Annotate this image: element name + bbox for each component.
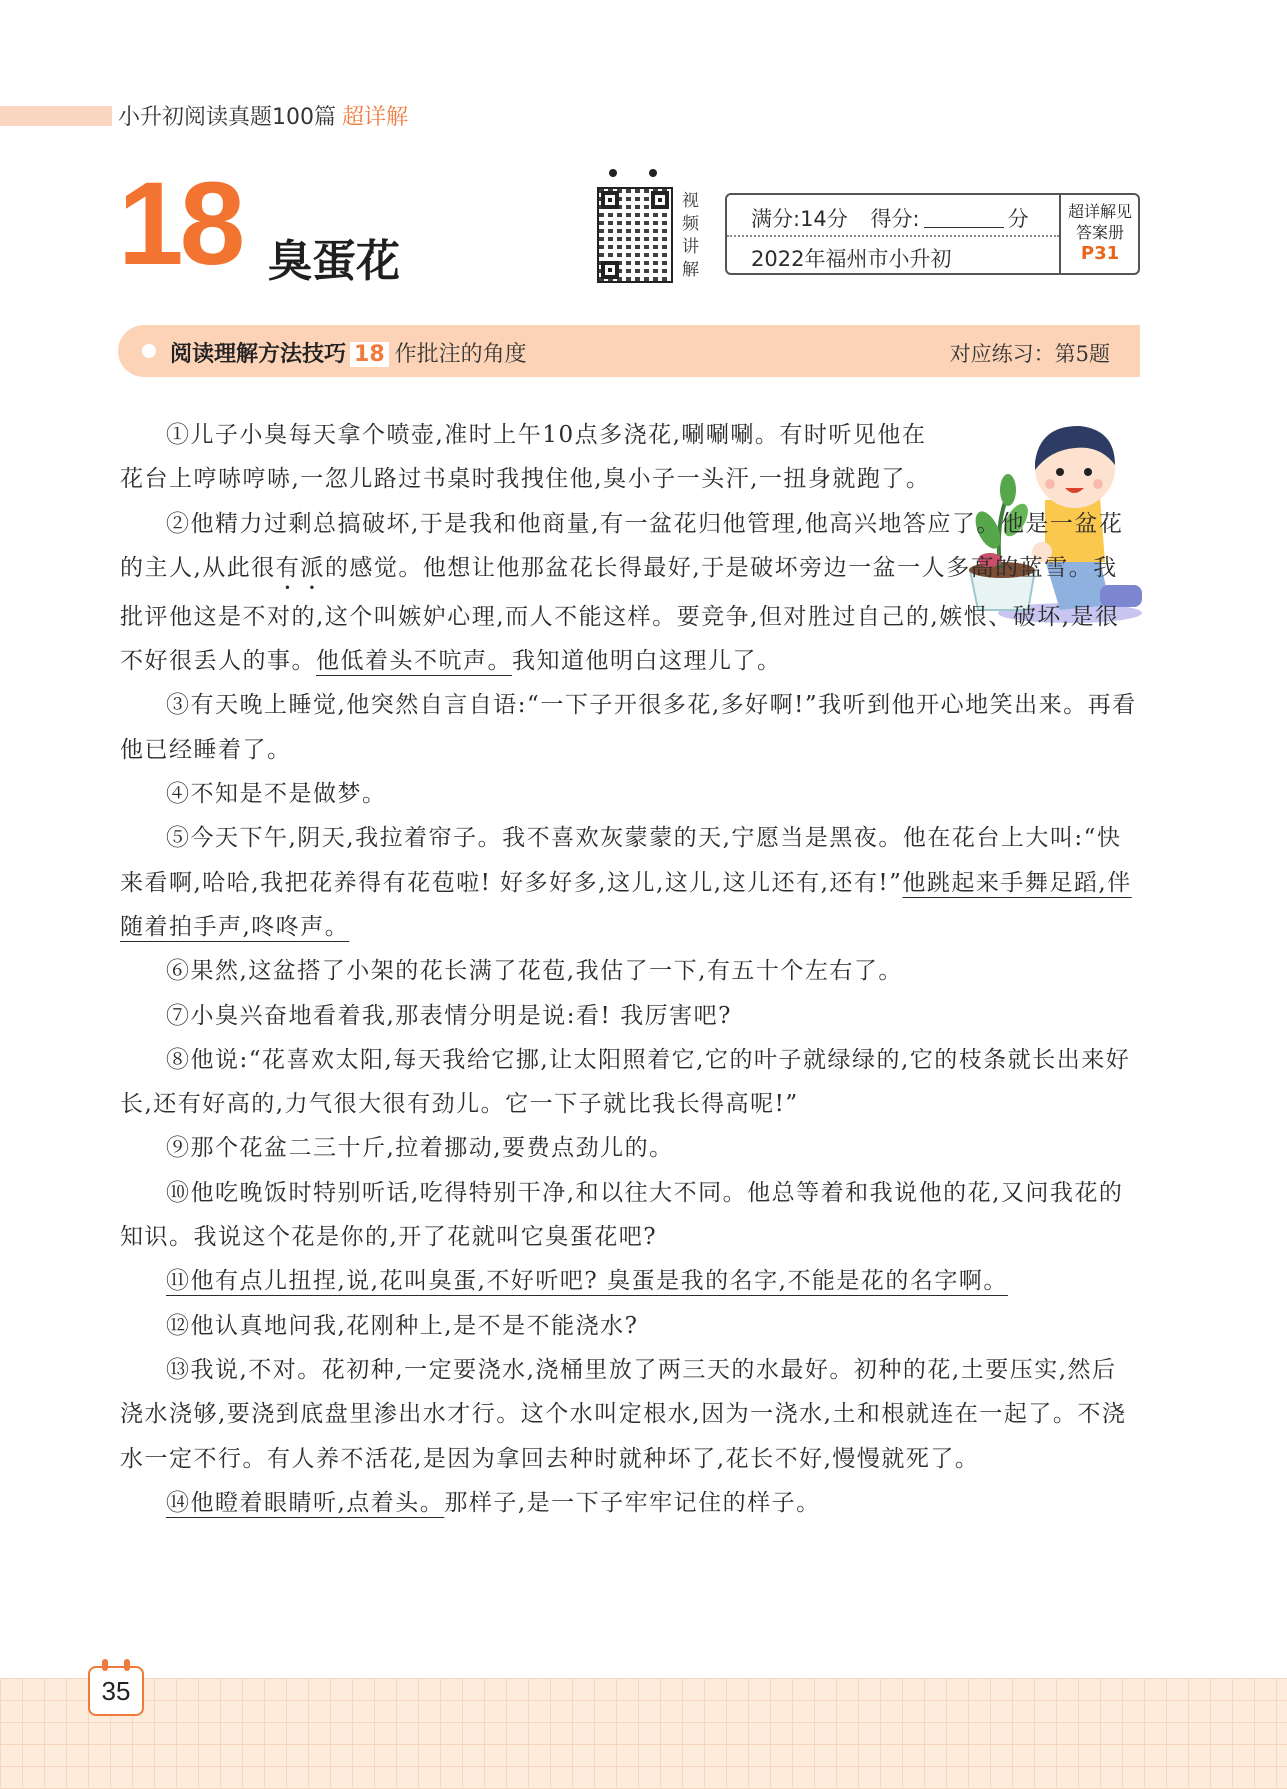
method-title: [170, 337, 527, 368]
answer-reference: [1062, 201, 1138, 264]
paragraph-14: [120, 1481, 1140, 1525]
score-label: 得分:: [870, 207, 920, 231]
header-decor-band: [0, 106, 112, 126]
p2-text-end: 我知道他明白这理儿了。: [512, 648, 782, 675]
score-vertical-divider: [1059, 195, 1061, 273]
paragraph-4: ④不知是不是做梦。: [166, 781, 387, 808]
score-box: [725, 193, 1140, 275]
qr-code-image: [597, 187, 673, 283]
paragraph-7: ⑦小臭兴奋地看着我,那表情分明是说:看! 我厉害吧?: [166, 1002, 732, 1029]
paragraph-9: ⑨那个花盆二三十斤,拉着挪动,要费点劲儿的。: [166, 1135, 674, 1162]
score-blank[interactable]: [924, 209, 1004, 228]
score-line: [751, 203, 1029, 233]
method-dot-icon: [142, 344, 156, 358]
p2-emphasis: 有派: [275, 554, 325, 581]
method-tip-bar: [118, 325, 1140, 377]
paragraph-13: ⑬我说,不对。花初种,一定要浇水,浇桶里放了两三天的水最好。初种的花,土要压实,然后浇水浇够,要浇到底盘里渗出水才行。这个水叫定根水,因为一浇水,土和根就连在一起了。不浇水一定不行。有人养不活花,是因为拿回去种时就种坏了,花长不好,慢慢就死了。: [120, 1356, 1127, 1472]
paragraph-11: [120, 1259, 1140, 1303]
video-lecture-label: 视频讲解: [682, 191, 699, 280]
p11-underlined: ⑪他有点儿扭捏,说,花叫臭蛋,不好听吧? 臭蛋是我的名字,不能是花的名字啊。: [166, 1268, 1008, 1295]
p2-text-cont: 的感觉。他想让他那盆花长得最好,于是破坏旁边一盆一人多高的蓝雪。我批评他这是不对的,这个叫嫉妒心理,而人不能这样。要竞争,但对胜过自己的,嫉恨、破坏,是很不好很丢人的事。: [120, 554, 1120, 675]
full-score: 满分:14分: [751, 207, 848, 231]
exam-source: 2022年福州市小升初: [751, 247, 952, 271]
page-number-badge: [88, 1666, 144, 1716]
paragraph-10: ⑩他吃晚饭时特别听话,吃得特别干净,和以往大不同。他总等着和我说他的花,又问我花的知识。我说这个花是你的,开了花就叫它臭蛋花吧?: [120, 1179, 1124, 1251]
p14-text: 那样子,是一下子牢牢记住的样子。: [444, 1489, 821, 1516]
answer-ref-line2: 答案册: [1075, 223, 1124, 242]
footer-grid: [0, 1678, 1287, 1789]
method-title-text: 阅读理解方法技巧: [170, 342, 347, 367]
p2-text: ②他精力过剩总搞破坏,于是我和他商量,有一盆花归他管理,他高兴地答应了。他是一盆花的主人,从此很: [120, 510, 1124, 581]
paragraph-3: ③有天晚上睡觉,他突然自言自语:“一下子开很多花,多好啊!”我听到他开心地笑出来。再看他已经睡着了。: [120, 692, 1137, 763]
book-series-title: [118, 100, 408, 131]
paragraph-8: ⑧他说:“花喜欢太阳,每天我给它挪,让太阳照着它,它的叶子就绿绿的,它的枝条就长出来好长,还有好高的,力气很大很有劲儿。它一下子就比我长得高呢!”: [120, 1046, 1131, 1118]
p2-underlined: 他低着头不吭声。: [316, 648, 512, 675]
method-number: 18: [350, 342, 389, 367]
passage: [120, 413, 1140, 1525]
answer-page: P31: [1080, 243, 1120, 264]
qr-antenna-right: [649, 169, 657, 177]
answer-ref-line1: 超详解见: [1067, 202, 1132, 221]
p5-text: ⑤今天下午,阴天,我拉着帘子。我不喜欢灰蒙蒙的天,宁愿当是黑夜。他在花台上大叫:“快来看啊,哈哈,我把花养得有花苞啦! 好多好多,这儿,这儿,这儿还有,还有!”: [120, 825, 1122, 896]
lesson-number: 18: [118, 158, 242, 290]
paragraph-2: [120, 502, 1140, 684]
series-accent: 超详解: [342, 105, 409, 130]
p14-underlined: ⑭他瞪着眼睛听,点着头。: [166, 1489, 445, 1516]
qr-antenna-left: [609, 169, 617, 177]
p5-underlined: 他跳起来手舞足蹈,伴随着拍手声,咚咚声。: [120, 869, 1132, 940]
series-name: 小升初阅读真题100篇: [118, 105, 336, 130]
page-number: 35: [101, 1676, 131, 1706]
lesson-title: 臭蛋花: [268, 236, 400, 287]
paragraph-6: ⑥果然,这盆搭了小架的花长满了花苞,我估了一下,有五十个左右了。: [166, 958, 903, 985]
score-divider: [727, 235, 1059, 237]
paragraph-5: [120, 816, 1140, 949]
method-topic: 作批注的角度: [394, 342, 527, 367]
qr-code[interactable]: [597, 175, 673, 271]
score-unit: 分: [1007, 207, 1029, 231]
paragraph-1: ①儿子小臭每天拿个喷壶,准时上午10点多浇花,唰唰唰。有时听见他在花台上哼哧哼哧,一忽儿路过书桌时我拽住他,臭小子一头汗,一扭身就跑了。: [120, 422, 931, 493]
method-practice: 对应练习：第5题: [949, 342, 1110, 366]
paragraph-12: ⑫他认真地问我,花刚种上,是不是不能浇水?: [166, 1312, 639, 1339]
